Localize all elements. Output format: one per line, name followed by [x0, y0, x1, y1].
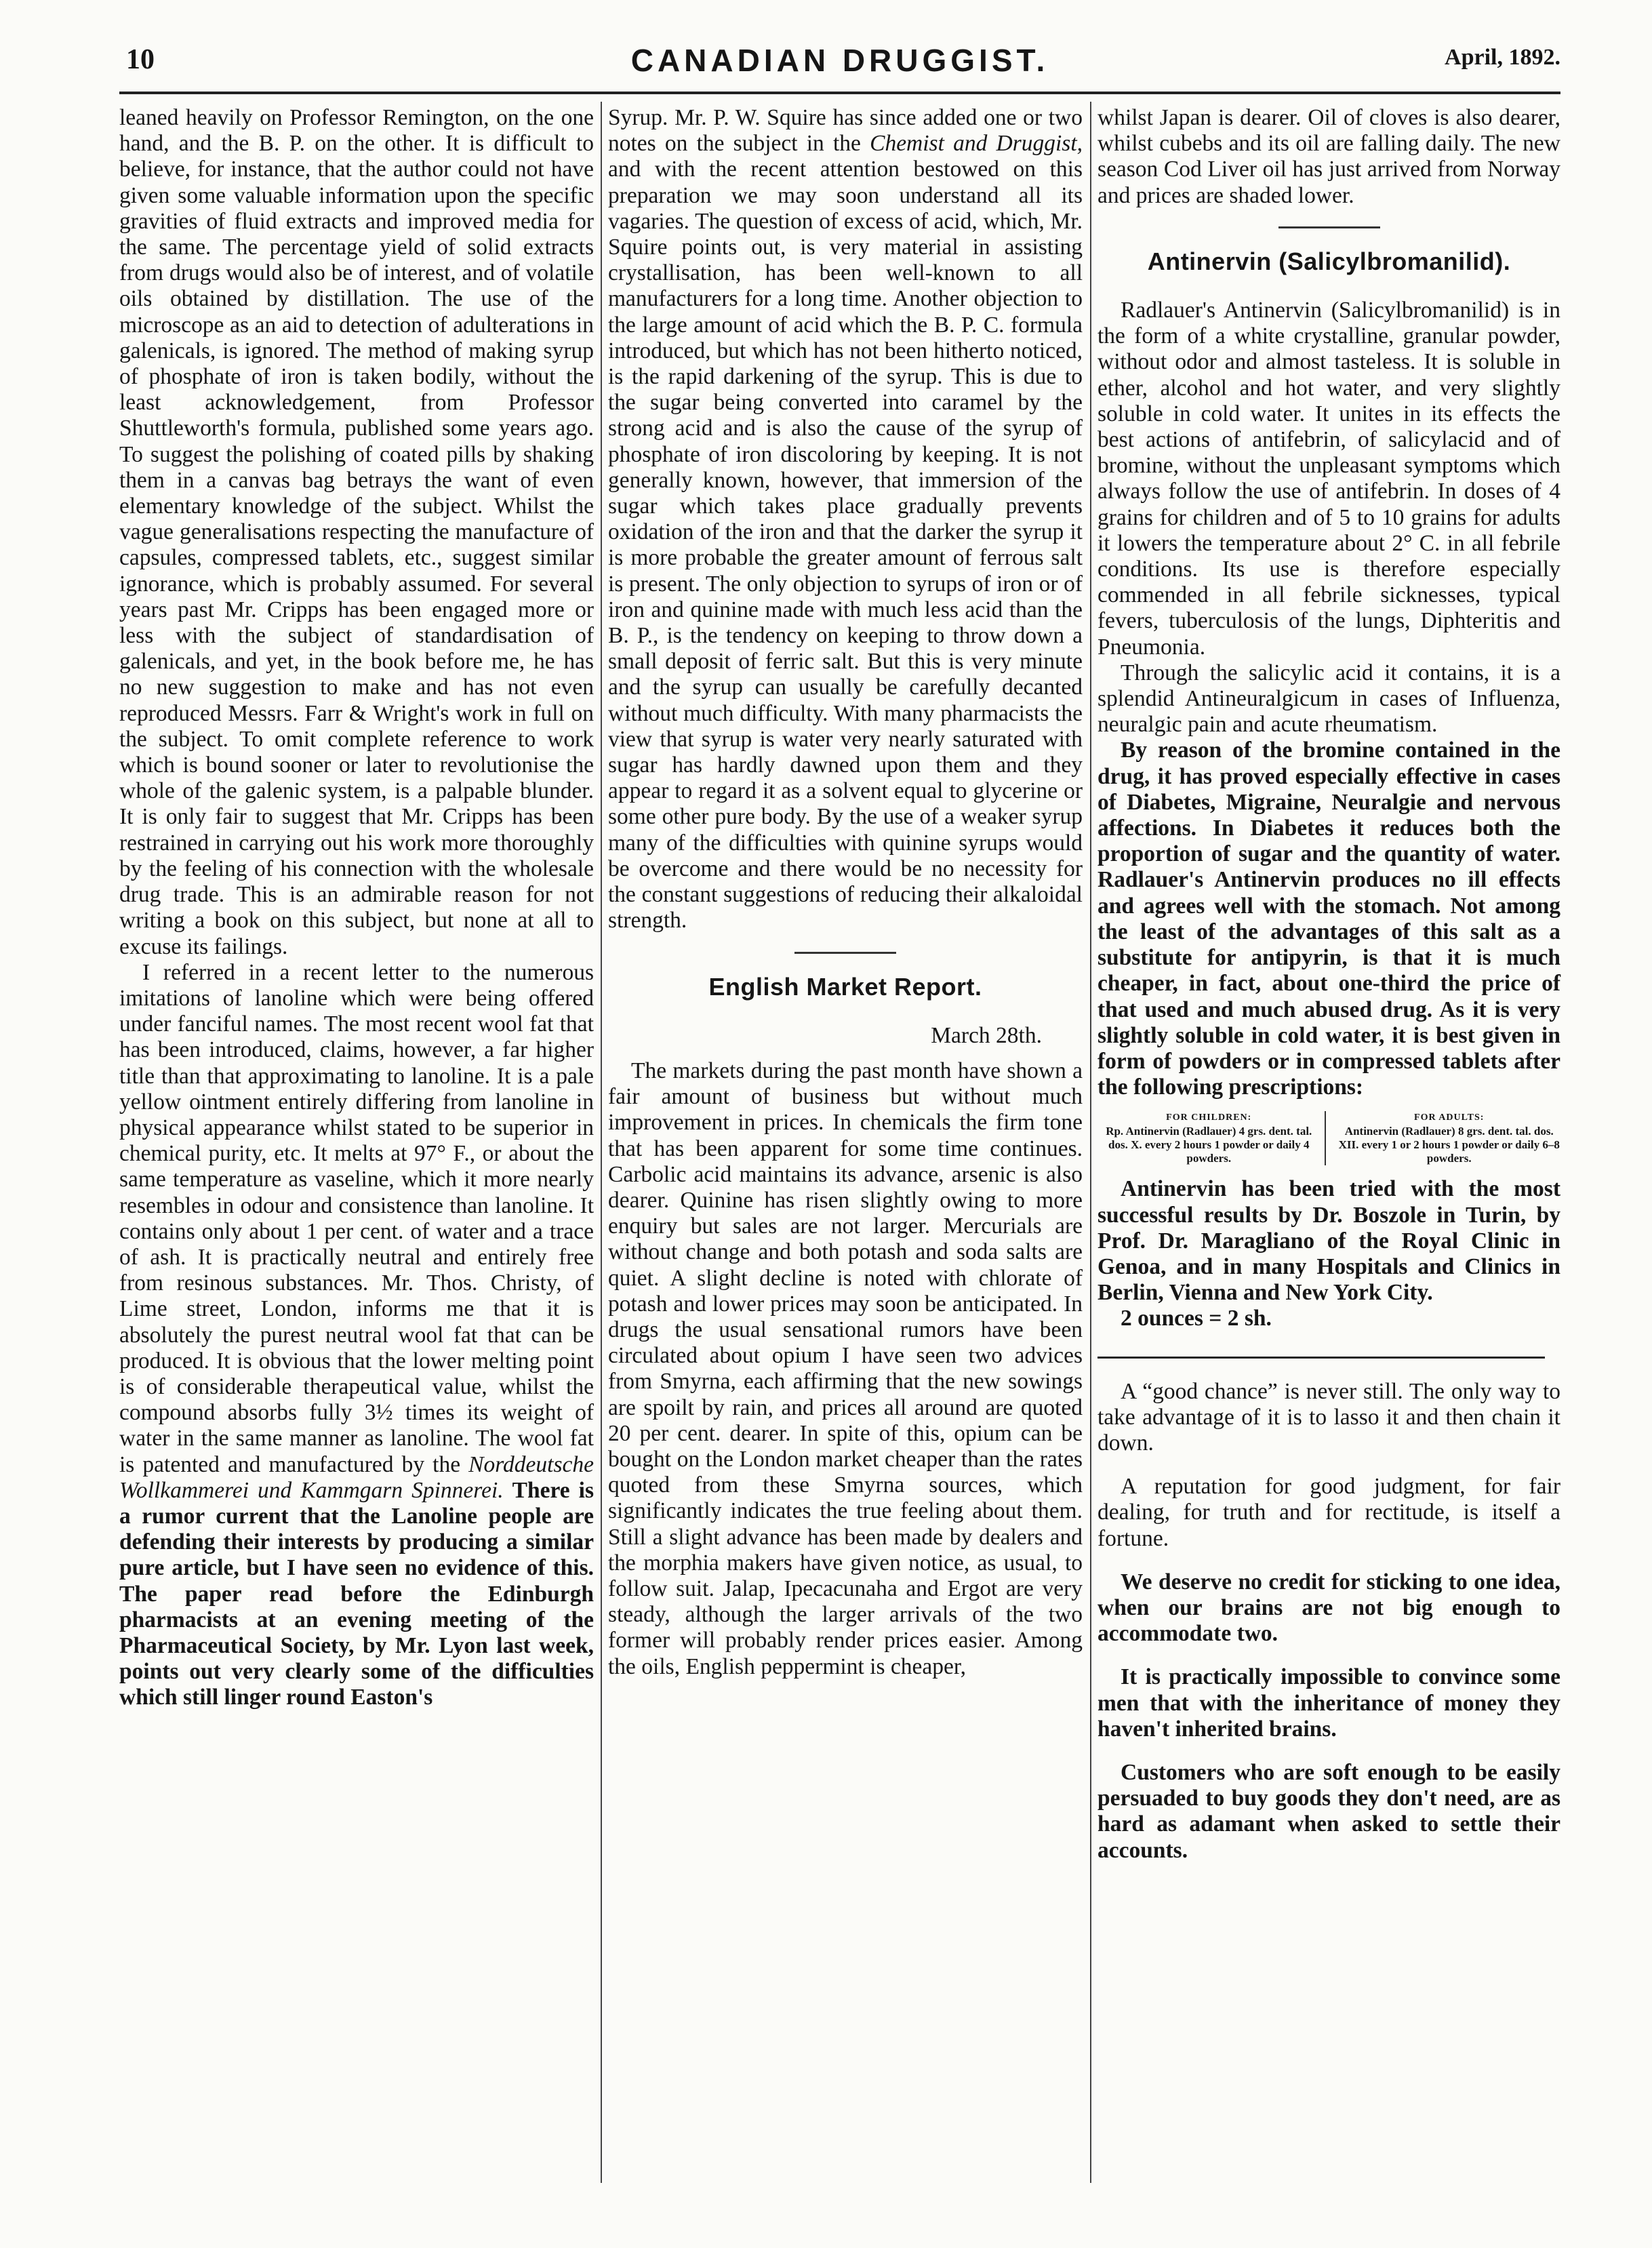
paragraph-text: Syrup. Mr. P. W. Squire has since added one or two notes on the subject in the: [608, 105, 1083, 157]
paragraph: [119, 960, 594, 1711]
aphorisms: [1097, 1379, 1560, 1864]
paragraph-text: There is a rumor current that the Lanoline people are defending their interests by producing a similar pure article, but I have seen no evidence of this. The paper read before the Edinburgh pharmacists at an evening meeting of the Pharmaceutical Society, by Mr. Lyon last week, points out very clearly some of the difficulties which still linger round Easton's: [119, 1477, 595, 1710]
paragraph: By reason of the bromine contained in the drug, it has proved especially effective in cases of Diabetes, Migraine, Neuralgie and nervous affections. In Diabetes it reduces both the proportion of sugar and the quantity of water. Radlauer's Antinervin produces no ill effects and agrees well with the stomach. Not among the least of the advantages of this salt as a substitute for antipyrin, is that it is much cheaper, in fact, about one-third the price of that used and much abused drug. As it is very slightly soluble in cold water, it is best given in form of powders or in compressed tablets after the following prescriptions:: [1097, 738, 1560, 1100]
aphorism: A “good chance” is never still. The only way to take advantage of it is to lasso it and then chain it down.: [1097, 1378, 1560, 1456]
section-heading-market-report: English Market Report.: [708, 972, 982, 1001]
page-header: [119, 42, 1560, 89]
paragraph-text: I referred in a recent letter to the numerous imitations of lanoline which were being offered under fanciful names. The most recent wool fat that has been introduced, claims, however, a far higher title than that approximating to lanoline. It is a pale yellow ointment entirely differing from lanoline in physical appearance whilst stated to be superior in chemical purity, etc. It melts at 97° F., or about the same temperature as vaseline, which it more nearly resembles in odour and consistence than lanoline. It contains only about 1 per cent. of water and a trace of ash. It is practically neutral and entirely free from resinous substances. Mr. Thos. Christy, of Lime street, London, informs me that it is absolutely the purest neutral wool fat that can be produced. It is obvious that the lower melting point is of considerable therapeutical value, whilst the compound absorbs fully 3½ times its weight of water in the same manner as lanoline. The wool fat is patented and manufactured by the: [119, 959, 594, 1477]
aphorism: Customers who are soft enough to be easily persuaded to buy goods they don't need, are as hard as adamant when asked to settle their accounts.: [1097, 1759, 1560, 1863]
section-divider: [1278, 226, 1380, 228]
prescription-heading: FOR ADULTS:: [1414, 1112, 1485, 1123]
header-rule: [119, 92, 1560, 94]
journal-name: Chemist and Druggist,: [870, 131, 1083, 157]
paragraph: [608, 105, 1083, 934]
price-line: 2 ounces = 2 sh.: [1121, 1306, 1272, 1331]
paragraph: Radlauer's Antinervin (Salicylbromanilid) is in the form of a white crystalline, granular powder, without odor and almost tasteless. It is soluble in ether, alcohol and hot water, and very slightly soluble in cold water. It unites in its effects the best actions of antifebrin, of salicylacid and of bromine, without the unpleasant symptoms which always follow the use of antifebrin. In doses of 4 grains for children and of 5 to 10 grains for adults it lowers the temperature about 2° C. in all febrile conditions. Its use is therefore especially commended in all febrile sicknesses, typical fevers, tuberculosis of the lungs, Diphteritis and Pneumonia.: [1097, 298, 1560, 660]
publication-title: CANADIAN DRUGGIST.: [630, 43, 1049, 78]
prescription-divider: [1325, 1111, 1334, 1165]
company-name: Norddeutsche Wollkammerei und Kammgarn Spinnerei.: [119, 1451, 595, 1503]
column-middle: [608, 105, 1083, 1680]
page-number: 10: [126, 44, 155, 75]
aphorism: It is practically impossible to convince some men that with the inheritance of money they haven't inherited brains.: [1097, 1664, 1560, 1742]
section-heading-antinervin: Antinervin (Salicylbromanilid).: [1147, 247, 1511, 275]
section-rule: [1097, 1357, 1545, 1359]
prescription-text: Antinervin (Radlauer) 8 grs. dent. tal. dos. XII. every 1 or 2 hours 1 powder or daily 6–8 powders.: [1338, 1125, 1560, 1165]
aphorism: We deserve no credit for sticking to one idea, when our brains are not big enough to accommodate two.: [1097, 1569, 1560, 1647]
paragraph: The markets during the past month have shown a fair amount of business but without much improvement in prices. In chemicals the firm tone that has been apparent for some time continues. Carbolic acid maintains its advance, arsenic is also dearer. Quinine has risen slightly owing to more enquiry but sales are not larger. Mercurials are without change and both potash and soda salts are quiet. A slight decline is noted with chlorate of potash and lower prices may soon be anticipated. In drugs the usual sensational rumors have been circulated about opium I have seen two advices from Smyrna, each affirming that the new sowings are spoilt by rain, and prices all around are quoted 20 per cent. dearer. In spite of this, opium can be bought on the London market cheaper than the rates quoted from these Smyrna sources, which significantly indicates the true feeling about them. Still a slight advance has been made by dealers and the morphia makers have given notice, as usual, to follow suit. Jalap, Ipecacunaha and Ergot are very steady, although the larger arrivals of the two former will probably render prices easier. Among the oils, English peppermint is cheaper,: [608, 1058, 1083, 1679]
report-dateline: March 28th.: [931, 1022, 1042, 1048]
column-divider: [601, 102, 602, 2183]
section-divider: [794, 952, 896, 954]
paragraph: leaned heavily on Professor Remington, on the one hand, and the B. P. on the other. It is difficult to believe, for instance, that the author could not have given some valuable information upon the specific gravities of fluid extracts and improved media for the same. The percentage yield of solid extracts from drugs would also be of interest, and of volatile oils obtained by distillation. The use of the microscope as an aid to detection of adulterations in galenicals, is ignored. The method of making syrup of phosphate of iron is taken bodily, without the least acknowledgement, from Professor Shuttleworth's formula, published some years ago. To suggest the polishing of coated pills by shaking them in a canvas bag betrays the want of even elementary knowledge of the subject. Whilst the vague generalisations respecting the manufacture of capsules, compressed tablets, etc., suggest similar ignorance, which is probably assumed. For several years past Mr. Cripps has been engaged more or less with the subject of standardisation of galenicals, and yet, in the book before me, he has no new suggestion to make and has not even reproduced Messrs. Farr & Wright's work in full on the subject. To omit complete reference to work which is bound sooner or later to revolutionise the whole of the galenic system, is a palpable blunder. It is only fair to suggest that Mr. Cripps has been restrained in carrying out his work more thoroughly by the feeling of his connection with the wholesale drug trade. This is an admirable reason for not writing a book on this subject, but none at all to excuse its failings.: [119, 105, 594, 959]
prescription-table: [1097, 1111, 1560, 1165]
paragraph: Through the salicylic acid it contains, it is a splendid Antineuralgicum in cases of Influenza, neuralgic pain and acute rheumatism.: [1097, 660, 1560, 738]
paragraph: whilst Japan is dearer. Oil of cloves is also dearer, whilst cubebs and its oil are falling daily. The new season Cod Liver oil has just arrived from Norway and prices are shaded lower.: [1097, 105, 1560, 208]
column-divider: [1090, 102, 1091, 2183]
paragraph-text: and with the recent attention bestowed on this preparation we may soon understand all its vagaries. The question of excess of acid, which, Mr. Squire points out, is very material in assisting crystallisation, has been well-known to all manufacturers for a long time. Another objection to the large amount of acid which the B. P. C. formula introduced, but which has not been hitherto noticed, is the rapid darkening of the syrup. This is due to the sugar being converted into caramel by the strong acid and is also the cause of the syrup of phosphate of iron discoloring by keeping. It is not generally known, however, that immersion of the sugar which takes place gradually prevents oxidation of the iron and that the darker the syrup it is more probable the greater amount of ferrous salt is present. The only objection to syrups of iron or of iron and quinine made with much less acid than the B. P., is the tendency on keeping to throw down a small deposit of ferric salt. But this is very minute and the syrup can usually be carefully decanted without much difficulty. With many pharmacists the view that syrup is water very nearly saturated with sugar has hardly dawned upon them and they appear to regard it as a solvent equal to glycerine or some other pure body. By the use of a weaker syrup many of the difficulties with quinine syrups would be overcome and there would be no necessity for the constant suggestions of reducing their alkaloidal strength.: [608, 157, 1083, 934]
prescription-adults: [1338, 1111, 1561, 1165]
issue-date: April, 1892.: [1445, 45, 1560, 70]
paragraph: Antinervin has been tried with the most successful results by Dr. Boszole in Turin, by Prof. Dr. Maragliano of the Royal Clinic in Genoa, and in many Hospitals and Clinics in Berlin, Vienna and New York City.: [1097, 1176, 1560, 1306]
column-right: [1097, 105, 1560, 1881]
prescription-heading: FOR CHILDREN:: [1166, 1112, 1252, 1123]
prescription-text: Rp. Antinervin (Radlauer) 4 grs. dent. tal. dos. X. every 2 hours 1 powder or daily 4 powders.: [1106, 1125, 1312, 1165]
column-left: [119, 105, 594, 1711]
prescription-children: [1097, 1111, 1321, 1165]
aphorism: A reputation for good judgment, for fair dealing, for truth and for rectitude, is itself a fortune.: [1097, 1474, 1560, 1551]
